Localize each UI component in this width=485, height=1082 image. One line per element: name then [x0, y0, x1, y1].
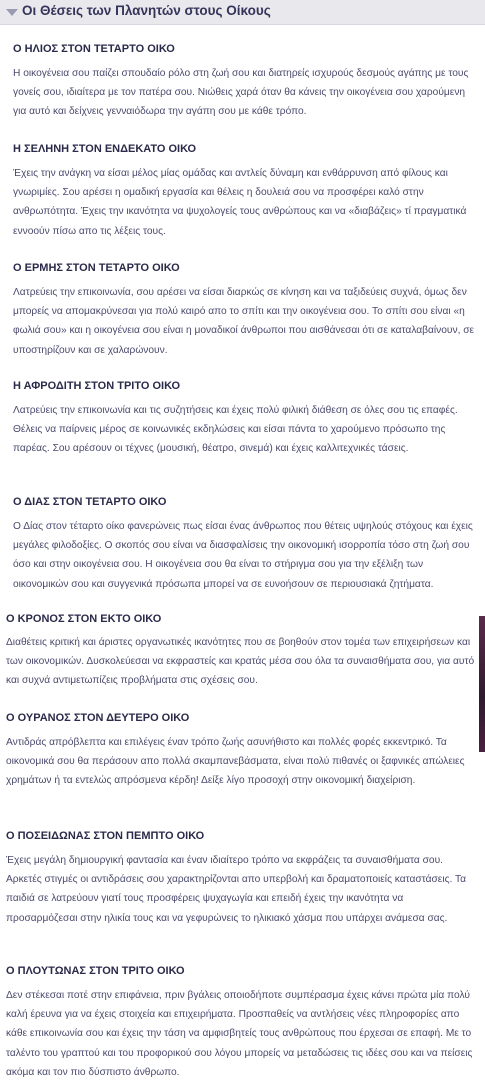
text-venus: Λατρεύεις την επικοινωνία και τις συζητήσεις και έχεις πολύ φιλική διάθεση σε όλες σου τις επαφές. Θέλεις να παίρνεις μέρος σε κοινωνικές εκδηλώσεις και είσαι πάντα το χαρούμενο πρόσωπο της παρέας. Σου αρέσουν οι τέχνες (μουσική, θέατρο, σινεμά) και έχεις καλλιτεχνικές τάσεις.: [13, 405, 458, 455]
heading-sun: Ο ΗΛΙΟΣ ΣΤΟΝ ΤΕΤΑΡΤΟ ΟΙΚΟ: [13, 43, 175, 55]
section-header[interactable]: [0, 0, 485, 25]
text-pluto: Δεν στέκεσαι ποτέ στην επιφάνεια, πριν βγάλεις οποιοδήποτε συμπέρασμα έχεις κάνει πρώτα μία πολύ καλή έρευνα για να έχεις στοιχεία και επιχειρήματα. Προσπαθείς να αντλήσεις νέες πληροφορίες απο κάθε επικοινωνία σου και έχεις την τάση να αμφισβητείς τους ανθρώπους που έρχεσαι σε επαφή. Με το ταλέντο του γραπτού και του προφορικού σου λόγου μπορείς να μεταδώσεις τις ιδέες σου και να πείσεις ακόμα και τον πιο δύσπιστο άνθρωπο.: [6, 990, 473, 1078]
heading-venus: Η ΑΦΡΟΔΙΤΗ ΣΤΟΝ ΤΡΙΤΟ ΟΙΚΟ: [13, 380, 181, 392]
heading-neptune: Ο ΠΟΣΕΙΔΩΝΑΣ ΣΤΟΝ ΠΕΜΠΤΟ ΟΙΚΟ: [6, 830, 205, 842]
heading-pluto: Ο ΠΛΟΥΤΩΝΑΣ ΣΤΟΝ ΤΡΙΤΟ ΟΙΚΟ: [6, 965, 185, 977]
heading-moon: Η ΣΕΛΗΝΗ ΣΤΟΝ ΕΝΔΕΚΑΤΟ ΟΙΚΟ: [13, 143, 197, 155]
heading-uranus: Ο ΟΥΡΑΝΟΣ ΣΤΟΝ ΔΕΥΤΕΡΟ ΟΙΚΟ: [6, 712, 190, 724]
heading-jupiter: Ο ΔΙΑΣ ΣΤΟΝ ΤΕΤΑΡΤΟ ΟΙΚΟ: [13, 496, 167, 508]
page-title: Οι Θέσεις των Πλανητών στους Οίκους: [22, 3, 271, 18]
text-moon: Έχεις την ανάγκη να είσαι μέλος μίας ομάδας και αντλείς δύναμη και ενθάρρυνση από φίλους και γνωριμίες. Σου αρέσει η ομαδική εργασία και θέλεις η δουλειά σου να προσφέρει καλό στην ανθρωπότητα. Έχεις την ικανότητα να ψυχολογείς τους ανθρώπους και να «διαβάζεις» τί πραγματικά εννοούν πίσω απο τις λέξεις τους.: [13, 168, 467, 237]
text-sun: Η οικογένεια σου παίζει σπουδαίο ρόλο στη ζωή σου και διατηρείς ισχυρούς δεσμούς αγάπης με τους γονείς σου, ιδιαίτερα με τον πατέρα σου. Νιώθεις χαρά όταν θα κάνεις την οικογένεια σου χαρούμενη για αυτό και δείχνεις γενναιόδωρα την αγάπη σου με κάθε τρόπο.: [13, 68, 469, 118]
text-uranus: Αντιδράς απρόβλεπτα και επιλέγεις έναν τρόπο ζωής ασυνήθιστο και πολλές φορές εκκεντρικό. Τα οικονομικά σου θα περάσουν απο πολλά σκαμπανεβάσματα, είναι πολύ πιθανές οι ξαφνικές απώλειες χρημάτων ή τα εντελώς απρόσμενα κέρδη! Δείξε λίγο προσοχή στην οικονομική διαχείριση.: [6, 737, 465, 787]
text-mercury: Λατρεύεις την επικοινωνία, σου αρέσει να είσαι διαρκώς σε κίνηση και να ταξιδεύεις συχνά, όμως δεν μπορείς να απομακρύνεσαι για πολύ καιρό απο το σπίτι και την οικογένεια σου. Το σπίτι σου είναι «η φωλιά σου» και η οικογένεια σου είναι η μοναδικοί άνθρωποι που αισθάνεσαι ότι σε καταλαβαίνουν, σε υποστηρίζουν και σε χαλαρώνουν.: [13, 287, 475, 356]
text-jupiter: Ο Δίας στον τέταρτο οίκο φανερώνεις πως είσαι ένας άνθρωπος που θέτεις υψηλούς στόχους και έχεις μεγάλες φιλοδοξίες. Ο σκοπός σου είναι να διασφαλίσεις την οικονομική ισορροπία τόσο στη ζωή σου όσο και στην οικογένεια σου. Η οικογένεια σου θα είναι το στήριγμα σου για την εξέλιξη των οικονομικών σου και συγγενικά πρόσωπα μπορεί να σε ευνοήσουν σε περιουσιακά ζητήματα.: [13, 521, 473, 590]
text-neptune: Έχεις μεγάλη δημιουργική φαντασία και έναν ιδιαίτερο τρόπο να εκφράζεις τα συναισθήματα σου. Αρκετές στιγμές οι αντιδράσεις σου χαρακτηρίζονται απο υπερβολή και δραματοποιείς καταστάσεις. Τα παιδιά σε λατρεύουν γιατί τους προσφέρεις ψυχαγωγία και επειδή έχεις την ικανότητα να προσαρμόζεσαι στην ηλικία τους και να γεφυρώνεις το ηλικιακό χάσμα που υπάρχει ανάμεσα σας.: [6, 855, 466, 924]
heading-saturn: Ο ΚΡΟΝΟΣ ΣΤΟΝ ΕΚΤΟ ΟΙΚΟ: [6, 613, 162, 625]
side-ad-strip[interactable]: [479, 616, 485, 752]
text-saturn: Διαθέτεις κριτική και άριστες οργανωτικές ικανότητες που σε βοηθούν στον τομέα των επιχειρήσεων και των οικονομικών. Δυσκολεύεσαι να εκφραστείς και κρατάς μέσα σου όλα τα συναισθήματα σου, για αυτό και συχνά αντιμετωπίζεις προβλήματα στις σχέσεις σου.: [6, 637, 475, 687]
heading-mercury: Ο ΕΡΜΗΣ ΣΤΟΝ ΤΕΤΑΡΤΟ ΟΙΚΟ: [13, 262, 180, 274]
chevron-down-icon[interactable]: [6, 9, 18, 16]
